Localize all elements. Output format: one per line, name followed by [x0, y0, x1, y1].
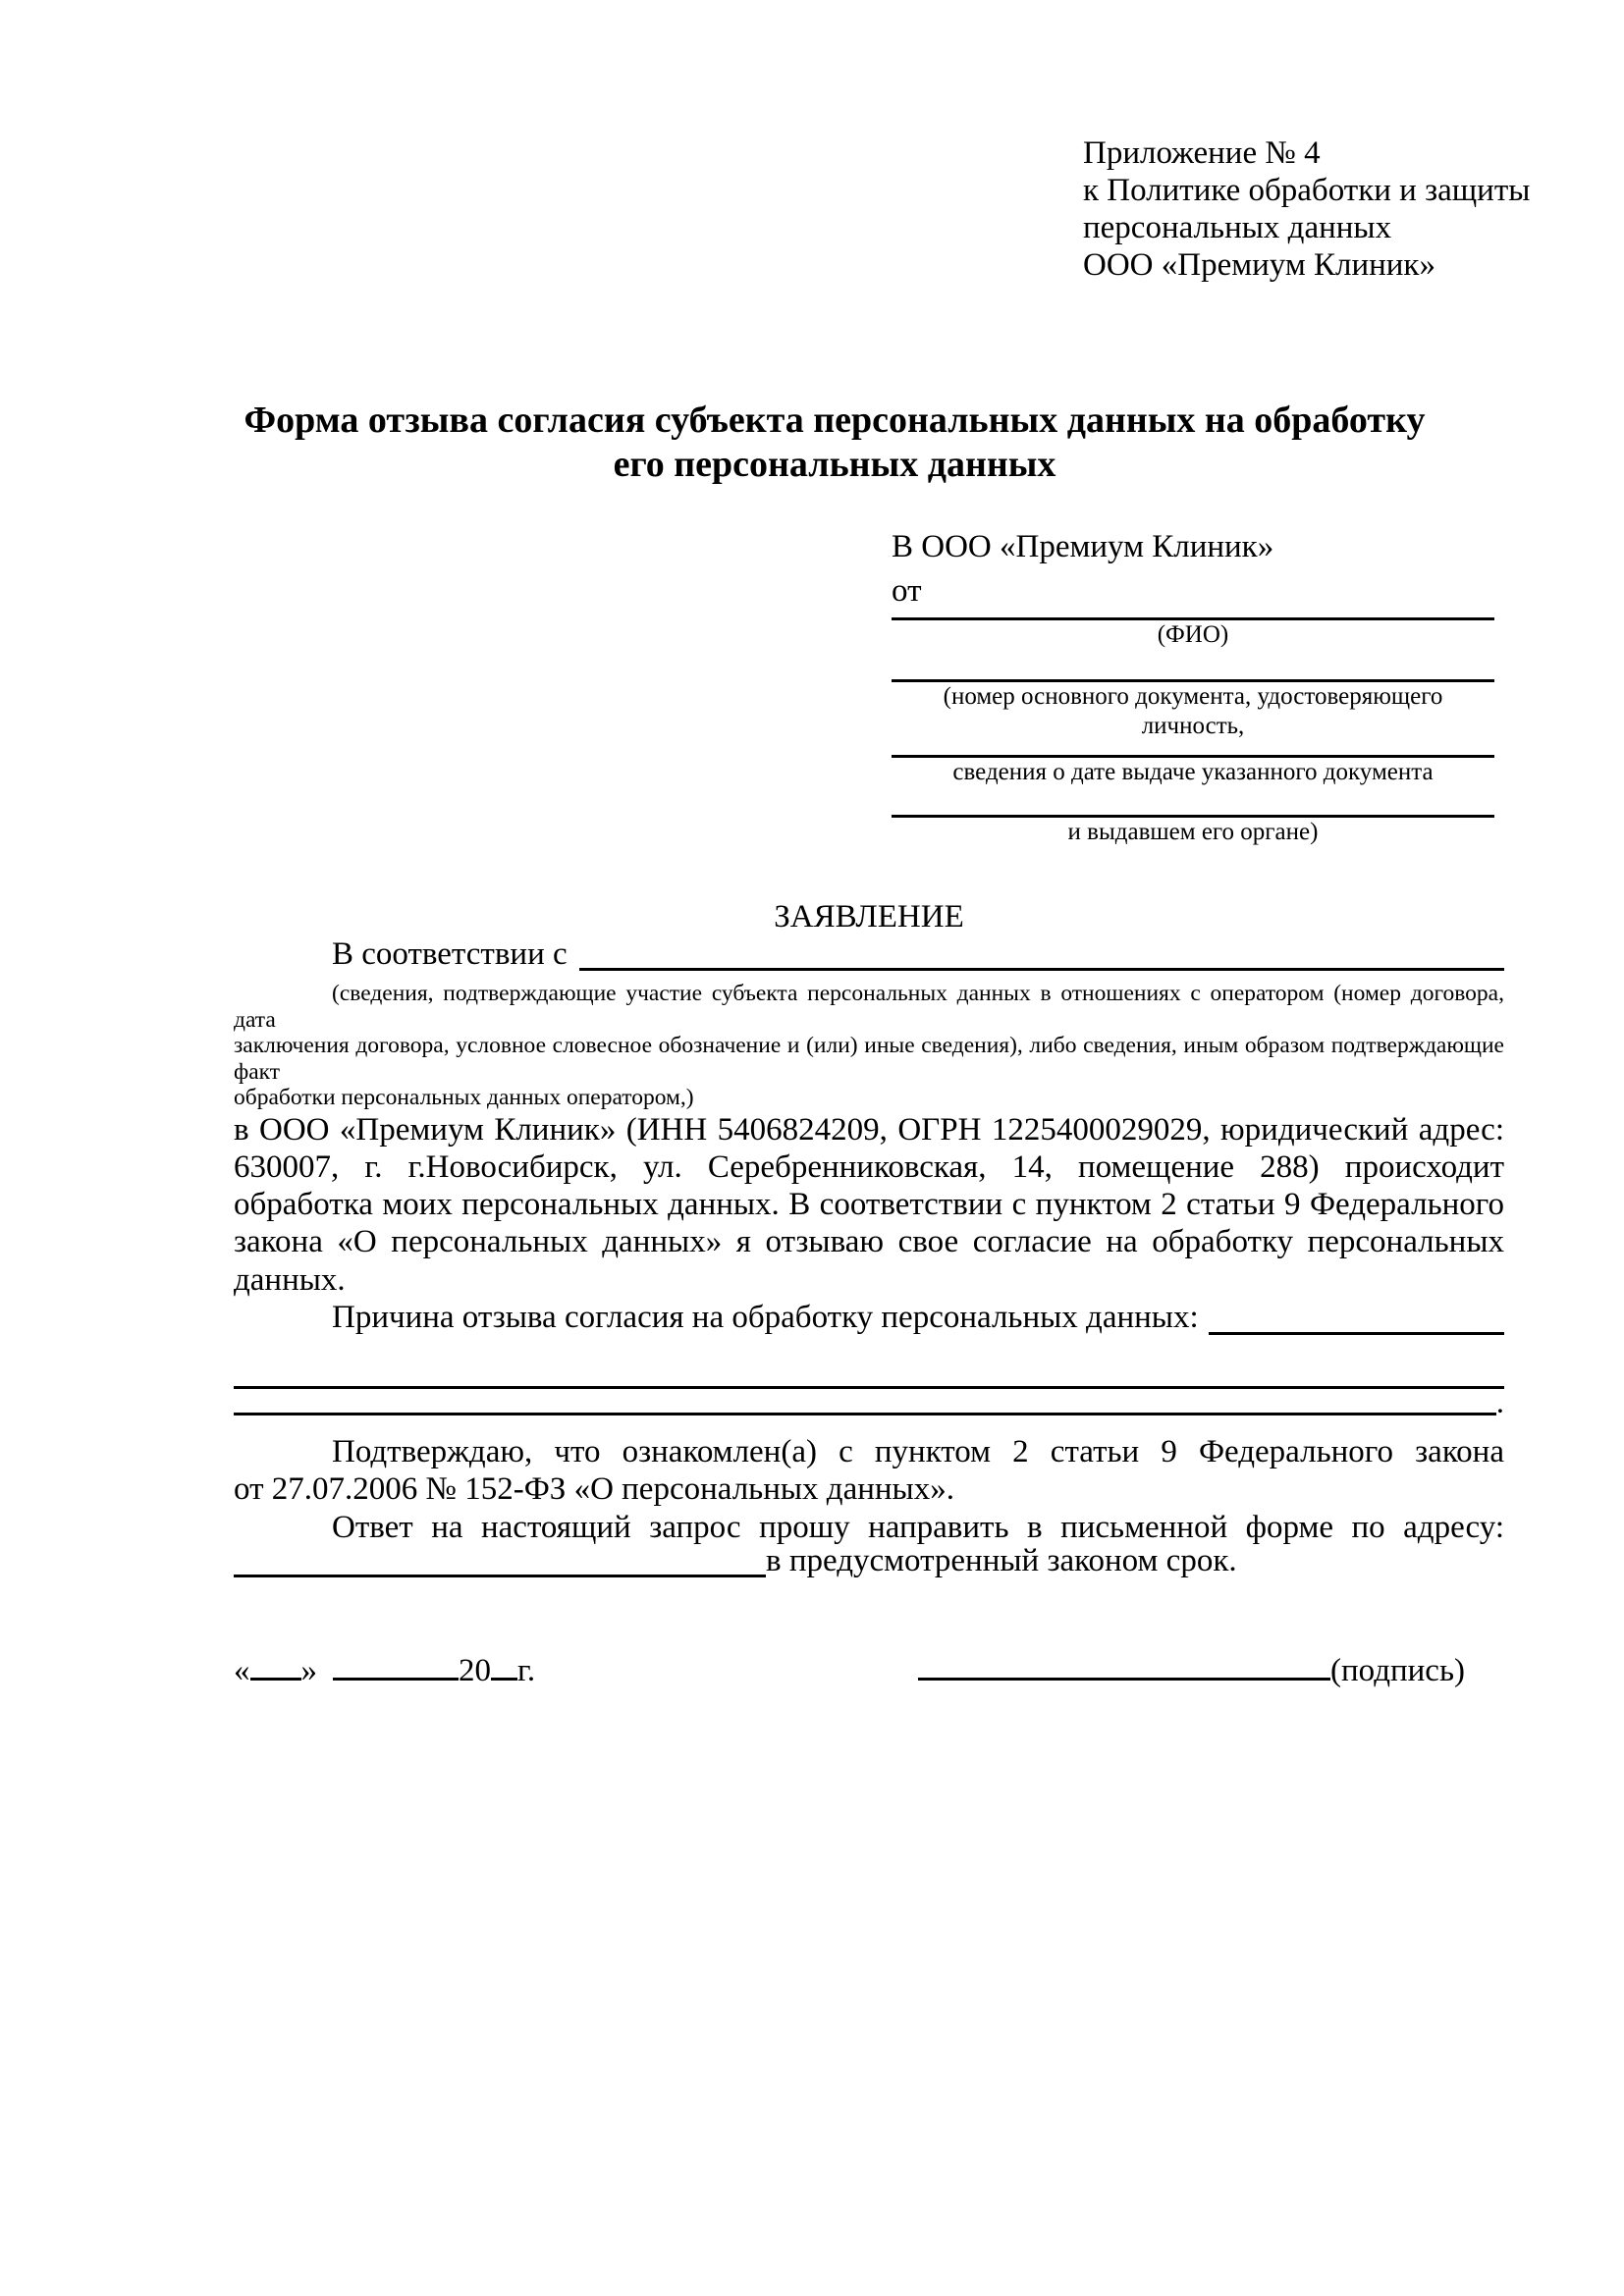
confirmation-line: от 27.07.2006 № 152-ФЗ «О персональных данных». — [234, 1471, 954, 1508]
document-title-line: его персональных данных — [613, 444, 1056, 485]
statement-body-line: 630007, г. г.Новосибирск, ул. Серебренниковская, 14, помещение 288) происходит — [234, 1148, 1504, 1185]
appendix-line: персональных данных — [1083, 210, 1392, 245]
from-blank-line — [892, 569, 1494, 620]
reason-label: Причина отзыва согласия на обработку персональных данных: — [332, 1299, 1199, 1335]
month-blank — [333, 1678, 459, 1681]
reply-request-line: Ответ на настоящий запрос прошу направить в письменной форме по адресу: — [332, 1509, 1504, 1545]
explanatory-note-line: обработки персональных данных оператором,) — [234, 1085, 694, 1110]
signature-group — [918, 1652, 1465, 1689]
trailing-period: . — [1495, 1384, 1504, 1420]
reason-blank-line-full-1 — [234, 1335, 1504, 1389]
statement-body-line: данных. — [234, 1261, 346, 1298]
statement-body-line: обработка моих персональных данных. В соответствии с пунктом 2 статьи 9 Федерального — [234, 1187, 1504, 1223]
explanatory-note-line: заключения договора, условное словесное обозначение и (или) иные сведения), либо сведения, иным образом подтверждающие факт — [234, 1033, 1504, 1085]
accordance-row — [234, 935, 1504, 971]
reason-row — [234, 1299, 1504, 1335]
date-signature-row — [234, 1652, 1504, 1687]
reason-blank-line — [1209, 1299, 1504, 1335]
confirmation-paragraph — [234, 1433, 1504, 1509]
signature-blank-line — [918, 1678, 1330, 1681]
reply-paragraph — [234, 1509, 1504, 1577]
document-title — [177, 399, 1492, 487]
statement-body-line: в ООО «Премиум Клиник» (ИНН 5406824209, ОГРН 1225400029029, юридический адрес: — [234, 1111, 1504, 1148]
recipient-line: В ООО «Премиум Клиник» — [892, 529, 1274, 564]
confirmation-line: Подтверждаю, что ознакомлен(а) с пунктом 2 статьи 9 Федерального закона — [332, 1433, 1504, 1469]
fio-caption: (ФИО) — [1157, 621, 1229, 648]
reply-tail-text: в предусмотренный законом срок. — [766, 1542, 1237, 1578]
from-label: от — [892, 573, 922, 609]
explanatory-note-line: (сведения, подтверждающие участие субъекта персональных данных в отношениях с оператором (номер договора, дата — [234, 981, 1504, 1033]
appendix-block — [1083, 134, 1530, 284]
appendix-line: Приложение № 4 — [1083, 135, 1321, 171]
explanatory-note — [234, 981, 1504, 1111]
year-prefix: 20 — [459, 1652, 491, 1688]
year-suffix: г. — [517, 1652, 536, 1688]
reason-blank-line-full-2-rule — [234, 1413, 1496, 1415]
doc-issuer-caption: и выдавшем его органе) — [1067, 819, 1319, 845]
accordance-blank-line — [579, 935, 1504, 971]
statement-section — [234, 898, 1504, 1687]
addressee-block — [892, 525, 1494, 847]
signature-caption: (подпись) — [1330, 1652, 1465, 1688]
accordance-label: В соответствии с — [332, 936, 568, 972]
doc-issue-date-caption: сведения о дате выдаче указанного документа — [952, 759, 1434, 785]
doc-issuer-blank-line — [892, 787, 1494, 818]
year-blank — [491, 1678, 517, 1681]
appendix-line: к Политике обработки и защиты — [1083, 173, 1531, 208]
doc-number-blank-line — [892, 650, 1494, 682]
day-blank — [250, 1678, 301, 1681]
close-quote: » — [300, 1652, 317, 1688]
reply-address-row — [234, 1542, 1504, 1578]
reason-blank-line-full-2 — [234, 1384, 1504, 1420]
appendix-line: ООО «Премиум Клиник» — [1083, 247, 1435, 283]
statement-heading: ЗАЯВЛЕНИЕ — [774, 899, 964, 934]
statement-body-line: закона «О персональных данных» я отзываю свое согласие на обработку персональных — [234, 1224, 1504, 1260]
date-group — [234, 1652, 535, 1689]
statement-body — [234, 1111, 1504, 1299]
document-title-line: Форма отзыва согласия субъекта персональных данных на обработку — [244, 400, 1426, 441]
address-blank-line — [234, 1575, 766, 1577]
open-quote: « — [234, 1652, 250, 1688]
doc-number-caption: (номер основного документа, удостоверяющего личность, — [943, 683, 1443, 739]
